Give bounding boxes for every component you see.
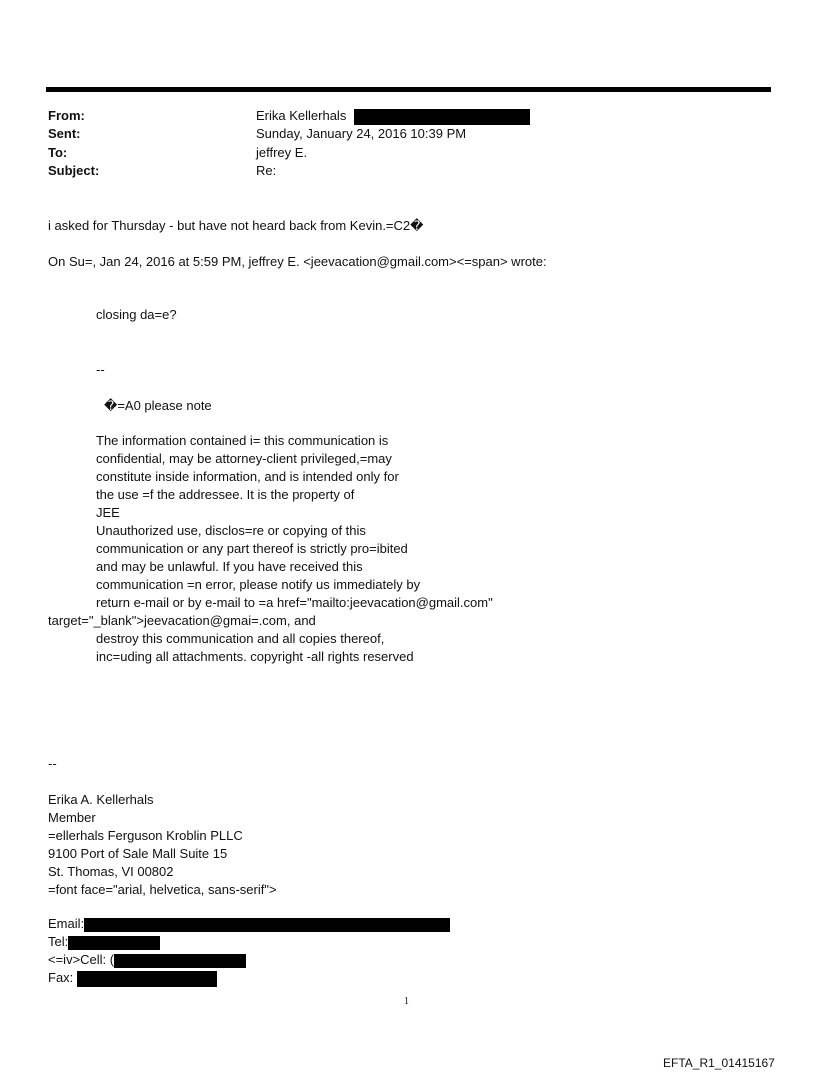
tel-label: Tel: bbox=[48, 934, 69, 949]
signature-firm: =ellerhals Ferguson Kroblin PLLC bbox=[48, 828, 243, 843]
signature-tel-line bbox=[48, 933, 160, 951]
disclaimer-line: JEE bbox=[96, 505, 120, 520]
header-rule bbox=[46, 87, 771, 92]
disclaimer-line: communication or any part thereof is strictly pro=ibited bbox=[96, 541, 408, 556]
bates-number: EFTA_R1_01415167 bbox=[663, 1056, 775, 1070]
email-redaction bbox=[84, 918, 450, 932]
signature-title: Member bbox=[48, 810, 96, 825]
signature-address: 9100 Port of Sale Mall Suite 15 bbox=[48, 846, 228, 861]
from-label: From: bbox=[48, 108, 85, 123]
fax-redaction bbox=[77, 971, 217, 987]
fax-label: Fax: bbox=[48, 970, 74, 985]
signature-city: St. Thomas, VI 00802 bbox=[48, 864, 174, 879]
disclaimer-line: destroy this communication and all copies thereof, bbox=[96, 631, 385, 646]
disclaimer-wrap-line: target="_blank">jeevacation@gmai=.com, and bbox=[48, 613, 316, 628]
quoted-question: closing da=e? bbox=[96, 307, 177, 322]
tel-redaction bbox=[68, 936, 160, 950]
disclaimer-line: and may be unlawful. If you have received this bbox=[96, 559, 363, 574]
disclaimer-line: The information contained i= this communication is bbox=[96, 433, 389, 448]
signature-name: Erika A. Kellerhals bbox=[48, 792, 154, 807]
from-value bbox=[256, 107, 530, 125]
note-line: �=A0 please note bbox=[104, 398, 212, 413]
disclaimer-line: confidential, may be attorney-client privileged,=may bbox=[96, 451, 392, 466]
disclaimer-line: inc=uding all attachments. copyright -all rights reserved bbox=[96, 649, 414, 664]
disclaimer-line: Unauthorized use, disclos=re or copying of this bbox=[96, 523, 366, 538]
subject-value: Re: bbox=[256, 163, 277, 178]
signature-font-markup: =font face="arial, helvetica, sans-serif"> bbox=[48, 882, 277, 897]
to-value: jeffrey E. bbox=[256, 145, 308, 160]
cell-label: <=iv>Cell: ( bbox=[48, 952, 115, 967]
from-name: Erika Kellerhals bbox=[256, 108, 347, 123]
disclaimer-line: return e-mail or by e-mail to =a href="mailto:jeevacation@gmail.com" bbox=[96, 595, 493, 610]
disclaimer-line: the use =f the addressee. It is the property of bbox=[96, 487, 355, 502]
reply-text: i asked for Thursday - but have not heard back from Kevin.=C2� bbox=[48, 218, 424, 233]
email-label: Email: bbox=[48, 916, 85, 931]
signature-email-line bbox=[48, 915, 450, 933]
quoted-separator: -- bbox=[96, 362, 105, 377]
signature-fax-line bbox=[48, 969, 217, 987]
subject-label: Subject: bbox=[48, 163, 100, 178]
quote-intro: On Su=, Jan 24, 2016 at 5:59 PM, jeffrey E. <jeevacation@gmail.com><=span> wrote: bbox=[48, 254, 547, 269]
disclaimer-line: communication =n error, please notify us immediately by bbox=[96, 577, 421, 592]
from-redaction bbox=[354, 109, 530, 125]
to-label: To: bbox=[48, 145, 68, 160]
disclaimer-line: constitute inside information, and is intended only for bbox=[96, 469, 399, 484]
sent-label: Sent: bbox=[48, 126, 81, 141]
signature-separator: -- bbox=[48, 756, 57, 771]
signature-cell-line bbox=[48, 951, 246, 969]
sent-value: Sunday, January 24, 2016 10:39 PM bbox=[256, 126, 467, 141]
page-number: 1 bbox=[404, 996, 409, 1007]
cell-redaction bbox=[114, 954, 246, 968]
